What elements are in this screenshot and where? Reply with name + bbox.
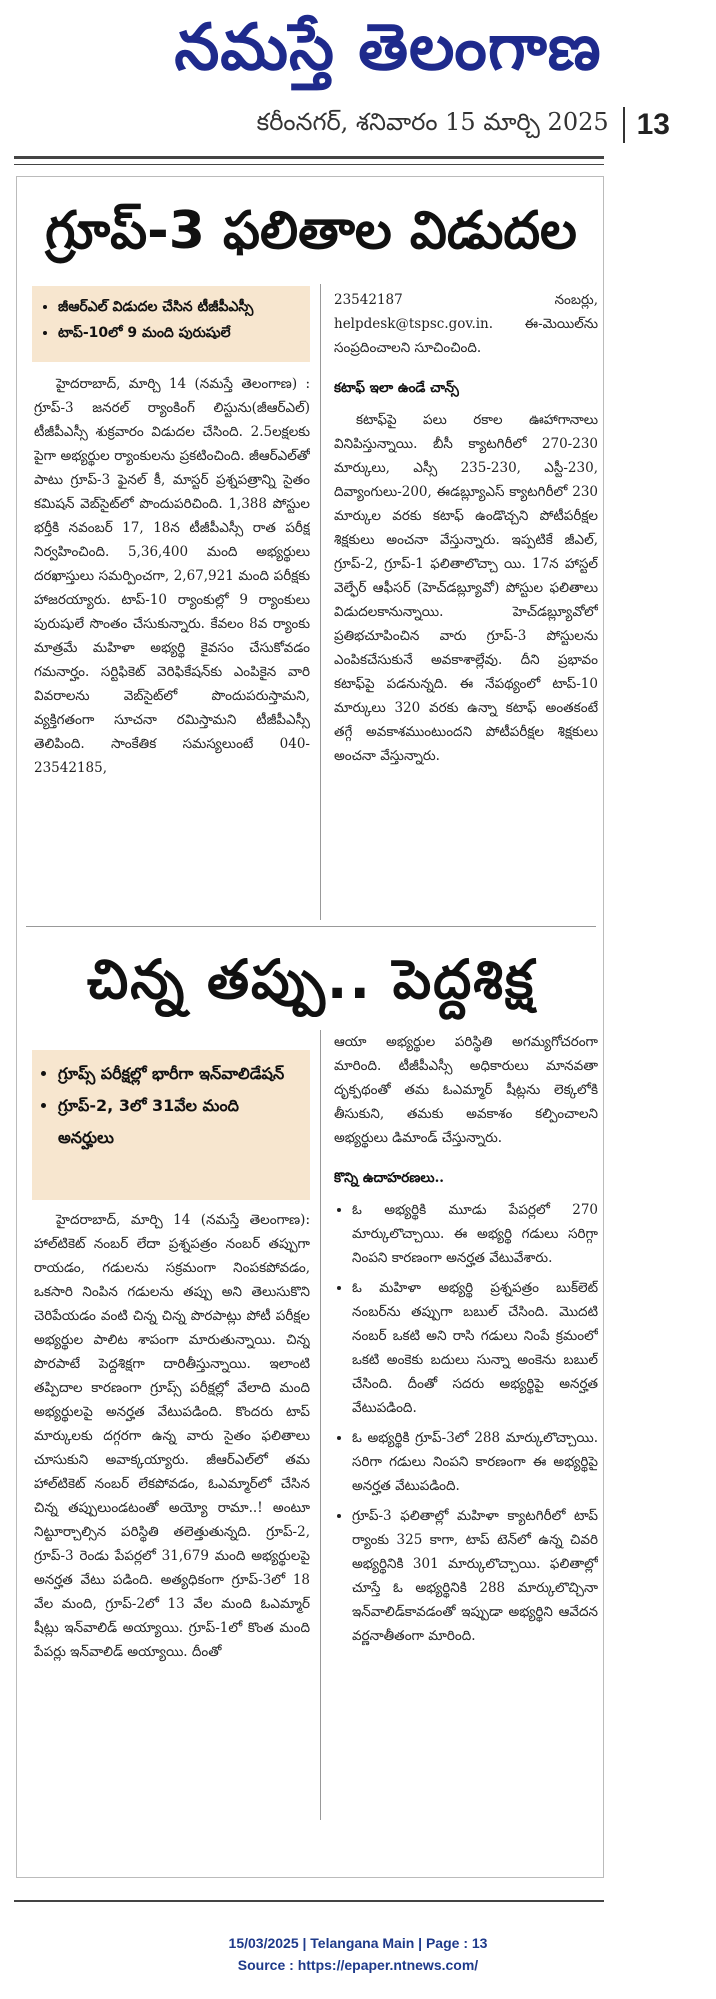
- example-item: • ఓ అభ్యర్థికి గ్రూప్-3లో 288 మార్కులొచ్చాయి. సరిగా గడులు నింపని కారణంగా ఈ అభ్యర్థిపై అనర్హత వేటుపడింది.: [352, 1426, 598, 1498]
- highlight-item: • జీఆర్ఎల్ విడుదల చేసిన టీజీపీఎస్సీ: [58, 294, 300, 320]
- example-item: • ఓ మహిళా అభ్యర్థి ప్రశ్నపత్రం బుక్‌లెట్ నంబర్‌ను తప్పుగా బబుల్ చేసింది. మొదటి నంబర్ ఒకటి అని రాసి గడులు నింపే క్రమంలో ఒకటి అంకెకు బదులు సున్నా అంకెను బబుల్ చేసింది. దీంతో సదరు అభ్యర్థిపై అనర్హత వేటుపడింది.: [352, 1276, 598, 1420]
- article1-body-1: హైదరాబాద్, మార్చి 14 (నమస్తే తెలంగాణ) : గ్రూప్-3 జనరల్ ర్యాంకింగ్ లిస్టును(జీఆర్ఎల్) టీజీపీఎస్సీ శుక్రవారం విడుదల చేసింది. 2.5లక్షలకు పైగా అభ్యర్థుల ర్యాంకులను ప్రకటించింది. జీఆర్ఎల్‌తో పాటు గ్రూప్-3 ఫైనల్ కీ, మాస్టర్ ప్రశ్నపత్రాన్ని సైతం కమిషన్ వెబ్‌సైట్‌లో పొందుపరిచింది. 1,388 పోస్టుల భర్తీకి నవంబర్ 17, 18న టీజీపీఎస్సీ రాత పరీక్ష నిర్వహించింది. 5,36,400 మంది అభ్యర్థులు దరఖాస్తులు సమర్పించగా, 2,67,921 మంది పరీక్షకు హాజరయ్యారు. టాప్-10 ర్యాంకుల్లో 9 ర్యాంకులు పురుషులే సొంతం చేసుకున్నారు. కేవలం 8వ ర్యాంకు మాత్రమే మహిళా అభ్యర్థి కైవసం చేసుకోవడం గమనార్హం. సర్టిఫికెట్ వెరిఫికేషన్‌కు ఎంపికైన వారి వివరాలను వెబ్‌సైట్‌లో పొందుపరుస్తామని, వ్యక్తిగతంగా సూచనా రమిస్తామని టీజీపీఎస్సీ తెలిపింది. సాంకేతిక సమస్యలుంటే 040-23542185,: [34, 376, 310, 776]
- edition-date: కరీంనగర్, శనివారం 15 మార్చి 2025: [256, 108, 609, 136]
- article1-column-2: [334, 288, 598, 918]
- article2-headline: చిన్న తప్పు.. పెద్దశిక్ష: [86, 948, 536, 1011]
- article1-column-1: [34, 372, 310, 918]
- article2-column-2: [334, 1030, 598, 1820]
- footer-rule: [14, 1900, 604, 1902]
- article1-headline: గ్రూప్-3 ఫలితాల విడుదల: [45, 201, 577, 261]
- dateline-separator: [623, 107, 625, 143]
- column-divider: [320, 284, 321, 920]
- article1-subheading: కటాఫ్ ఇలా ఉండే చాన్స్: [334, 380, 459, 396]
- article-separator: [26, 926, 596, 927]
- example-item: • గ్రూప్-3 ఫలితాల్లో మహిళా క్యాటగిరీలో టాప్ ర్యాంకు 325 కాగా, టాప్ టెన్‌లో ఉన్న చివరి అభ్యర్థినికి 301 మార్కులొచ్చాయి. ఫలితాల్లో చూస్తే ఓ అభ్యర్థినికి 288 మార్కులొచ్చినా ఇన్‌వాలిడ్‌కావడంతో ఇప్పుడా అభ్యర్థిని ఆవేదన వర్ణనాతీతంగా మారింది.: [352, 1504, 598, 1648]
- column-divider: [320, 1030, 321, 1820]
- highlight-item: • టాప్-10లో 9 మంది పురుషులే: [58, 320, 300, 346]
- article2-subheading: కొన్ని ఉదాహరణలు..: [334, 1170, 445, 1186]
- page-number: 13: [636, 108, 670, 141]
- example-item: • ఓ అభ్యర్థికి మూడు పేపర్లలో 270 మార్కులొచ్చాయి. ఈ అభ్యర్థి గడులు సరిగ్గా నింపని కారణంగా అనర్హత వేటువేశారు.: [352, 1198, 598, 1270]
- highlight-item: • గ్రూప్స్ పరీక్షల్లో భారీగా ఇన్‌వాలిడేషన్: [58, 1058, 300, 1090]
- paper-name-logo: నమస్తే తెలంగాణ: [174, 10, 602, 85]
- article1-body-3: కటాఫ్‌పై పలు రకాల ఊహాగానాలు వినిపిస్తున్నాయి. బీసీ క్యాటగిరీలో 270-230 మార్కులు, ఎస్సీ 235-230, ఎస్టీ-230, దివ్యాంగులు-200, ఈడబ్ల్యూఎస్ క్యాటగిరీలో 230 మార్కుల వరకు కటాఫ్ ఉండొచ్చని పోటీపరీక్షల శిక్షకులు అంచనా వేస్తున్నారు. ఇప్పటికే జీఎల్, గ్రూప్-2, గ్రూప్-1 ఫలితాలొచ్చా యి. 17న హాస్టల్ వెల్ఫేర్ ఆఫీసర్ (హెచ్‌డబ్ల్యూవో) పోస్టుల ఫలితాలు విడుదలకానున్నాయి. హెచ్‌డబ్ల్యూవోలో ప్రతిభచూపించిన వారు గ్రూప్-3 పోస్టులను ఎంపికచేసుకునే అవకాశాల్లేవు. దీని ప్రభావం కటాఫ్‌పై పడనున్నది. ఈ నేపథ్యంలో టాప్-10 మార్కులు 320 వరకు ఉన్నా కటాఫ్ అంతకంటే తగ్గే అవకాశముంటుందని పోటీపరీక్షల శిక్షకులు అంచనా వేస్తున్నారు.: [334, 412, 598, 764]
- masthead: [0, 0, 716, 100]
- article1-body-2: 23542187 నంబర్లు, helpdesk@tspsc.gov.in. ఈ-మెయిల్‌ను సంప్రదించాలని సూచించింది.: [334, 292, 598, 356]
- article2-column-1: [34, 1208, 310, 1818]
- masthead-rule-thin: [14, 164, 604, 165]
- highlight-item: • గ్రూప్-2, 3లో 31వేల మంది అనర్హులు: [58, 1090, 300, 1154]
- article2-highlights: [32, 1050, 310, 1200]
- examples-list: [334, 1198, 598, 1648]
- masthead-rule: [14, 156, 604, 159]
- footer-page-info: 15/03/2025 | Telangana Main | Page : 13: [228, 1935, 488, 1951]
- dateline: [150, 100, 670, 150]
- article2-body-2: ఆయా అభ్యర్థుల పరిస్థితి అగమ్యగోచరంగా మారింది. టీజీపీఎస్సీ అధికారులు మానవతా దృక్పథంతో తమ ఓఎమ్మార్ షీట్లను లెక్కలోకి తీసుకుని, తమకు అవకాశం కల్పించాలని అభ్యర్థులు డిమాండ్ చేస్తున్నారు.: [334, 1034, 598, 1146]
- article1-highlights: [32, 286, 310, 362]
- article2-body-1: హైదరాబాద్, మార్చి 14 (నమస్తే తెలంగాణ): హాల్‌టికెట్ నంబర్ లేదా ప్రశ్నపత్రం నంబర్ తప్పుగా రాయడం, గడులను సక్రమంగా నింపకపోవడం, ఒకసారి నింపిన గడులను తప్పు అని తెలుసుకొని చెరిపేయడం వంటి చిన్న చిన్న పొరపాట్లు పోటీ పరీక్షల అభ్యర్థుల పాలిట శాపంగా మారుతున్నాయి. చిన్న పొరపాటే పెద్దశిక్షగా దారితీస్తున్నాయి. ఇలాంటి తప్పిదాల కారణంగా గ్రూప్స్ పరీక్షల్లో వేలాది మంది అభ్యర్థులపై అనర్హత వేటుపడింది. కొందరు టాప్ మార్కులకు దగ్గరగా ఉన్న వారు సైతం ఫలితాలు చూసుకుని అవాక్కయ్యారు. జీఆర్ఎల్‌లో తమ హాల్‌టికెట్ నంబర్ లేకపోవడం, ఓఎమ్మార్‌లో చేసిన చిన్న తప్పులుండటంతో అయ్యో రామా..! అంటూ నిట్టూర్చాల్సిన పరిస్థితి తలెత్తుతున్నది. గ్రూప్-2, గ్రూప్-3 రెండు పేపర్లలో 31,679 మంది అభ్యర్థులపై అనర్హత వేటు పడింది. అత్యధికంగా గ్రూప్-3లో 18 వేల మంది, గ్రూప్-2లో 13 వేల మంది ఓఎమ్మార్ షీట్లు ఇన్‌వాలిడ్ అయ్యాయి. గ్రూప్-1లో కొంత మంది పేపర్లు ఇన్‌వాలిడ్ అయ్యాయి. దీంతో: [34, 1212, 310, 1660]
- footer-source: Source : https://epaper.ntnews.com/: [237, 1957, 479, 1973]
